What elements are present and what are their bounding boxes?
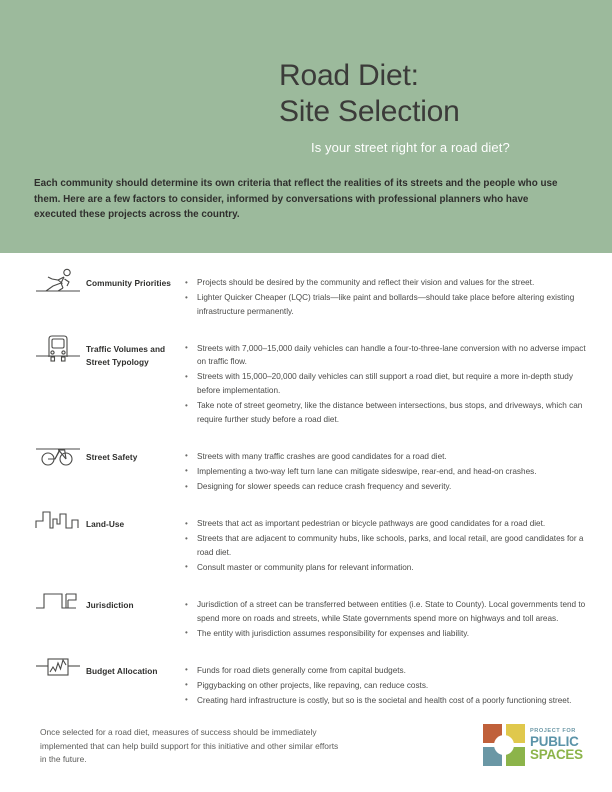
list-item: • The entity with jurisdiction assumes responsibility for expenses and liability.	[184, 627, 590, 641]
page-subtitle: Is your street right for a road diet?	[311, 140, 510, 155]
footer-note: Once selected for a road diet, measures of success should be immediately implemented that can help build support for this initiative and other similar efforts in the future.	[40, 727, 339, 765]
page-title-line-2: Site Selection	[279, 95, 460, 128]
logo-wordmark	[530, 729, 583, 762]
list-item: • Projects should be desired by the community and reflect their vision and values for the street.	[184, 276, 590, 290]
list-item: • Creating hard infrastructure is costly, but so is the societal and health cost of a poorly functioning street.	[184, 694, 590, 708]
logo-line-public: PUBLIC	[530, 734, 579, 750]
list-item: • Consult master or community plans for relevant information.	[184, 561, 590, 575]
list-item: • Streets with many traffic crashes are good candidates for a road diet.	[184, 450, 590, 464]
bicycle-icon	[34, 440, 86, 469]
budget-chart-icon	[34, 654, 86, 681]
list-item: • Streets that are adjacent to community hubs, like schools, parks, and local retail, are good candidates for a road diet.	[184, 532, 590, 559]
title-block	[279, 58, 579, 155]
intro-paragraph: Each community should determine its own criteria that reflect the realities of its streets and the people who use them. Here are a few factors to consider, informed by conversations with professional planners who have executed these projects across the country.	[34, 178, 558, 221]
section-street-safety	[0, 440, 612, 495]
list-item: • Implementing a two-way left turn lane can mitigate sideswipe, rear-end, and head-on crashes.	[184, 465, 590, 479]
logo-line-spaces: SPACES	[530, 747, 583, 763]
list-item: • Piggybacking on other projects, like repaving, can reduce costs.	[184, 679, 590, 693]
section-budget-allocation	[0, 654, 612, 709]
section-label: Street Safety	[86, 451, 138, 462]
section-label: Traffic Volumes and Street Typology	[86, 343, 166, 368]
skyline-icon	[34, 507, 86, 534]
list-item: • Take note of street geometry, like the distance between intersections, bus stops, and driveways, which can require further study before a road diet.	[184, 399, 590, 426]
list-item: • Jurisdiction of a street can be transferred between entities (i.e. State to County). Local governments tend to spend more on roads and streets, while State governments spend more on highways and toll areas.	[184, 598, 590, 625]
section-community-priorities	[0, 266, 612, 320]
jurisdiction-boundary-icon	[34, 588, 86, 615]
section-land-use	[0, 507, 612, 576]
section-label: Budget Allocation	[86, 665, 158, 676]
section-bullets	[184, 332, 612, 428]
section-bullets	[184, 266, 612, 320]
logo-center-circle	[494, 735, 514, 755]
section-label: Community Priorities	[86, 278, 171, 288]
section-traffic-volumes	[0, 332, 612, 428]
header-band	[0, 0, 612, 253]
section-bullets	[184, 654, 612, 709]
section-bullets	[184, 588, 612, 642]
section-label: Land-Use	[86, 519, 125, 530]
logo-mark-icon	[483, 724, 525, 766]
section-bullets	[184, 440, 612, 495]
section-label: Jurisdiction	[86, 600, 134, 610]
footer	[0, 712, 612, 792]
runner-icon	[34, 266, 86, 297]
list-item: • Lighter Quicker Cheaper (LQC) trials—like paint and bollards—should take place before altering existing infrastructure permanently.	[184, 291, 590, 318]
list-item: • Streets with 15,000–20,000 daily vehicles can still support a road diet, but require a more in-depth study before implementation.	[184, 370, 590, 397]
list-item: • Streets with 7,000–15,000 daily vehicles can handle a four-to-three-lane conversion with no adverse impact on traffic flow.	[184, 342, 590, 369]
sections-list	[0, 266, 612, 721]
list-item: • Funds for road diets generally come from capital budgets.	[184, 664, 590, 678]
page-title-line-1: Road Diet:	[279, 59, 419, 92]
bus-icon	[34, 332, 86, 365]
section-jurisdiction	[0, 588, 612, 642]
list-item: • Designing for slower speeds can reduce crash frequency and severity.	[184, 480, 590, 494]
list-item: • Streets that act as important pedestrian or bicycle pathways are good candidates for a road diet.	[184, 517, 590, 531]
project-for-public-spaces-logo	[483, 724, 583, 766]
logo-small-text: PROJECT FOR	[530, 727, 576, 734]
section-bullets	[184, 507, 612, 576]
